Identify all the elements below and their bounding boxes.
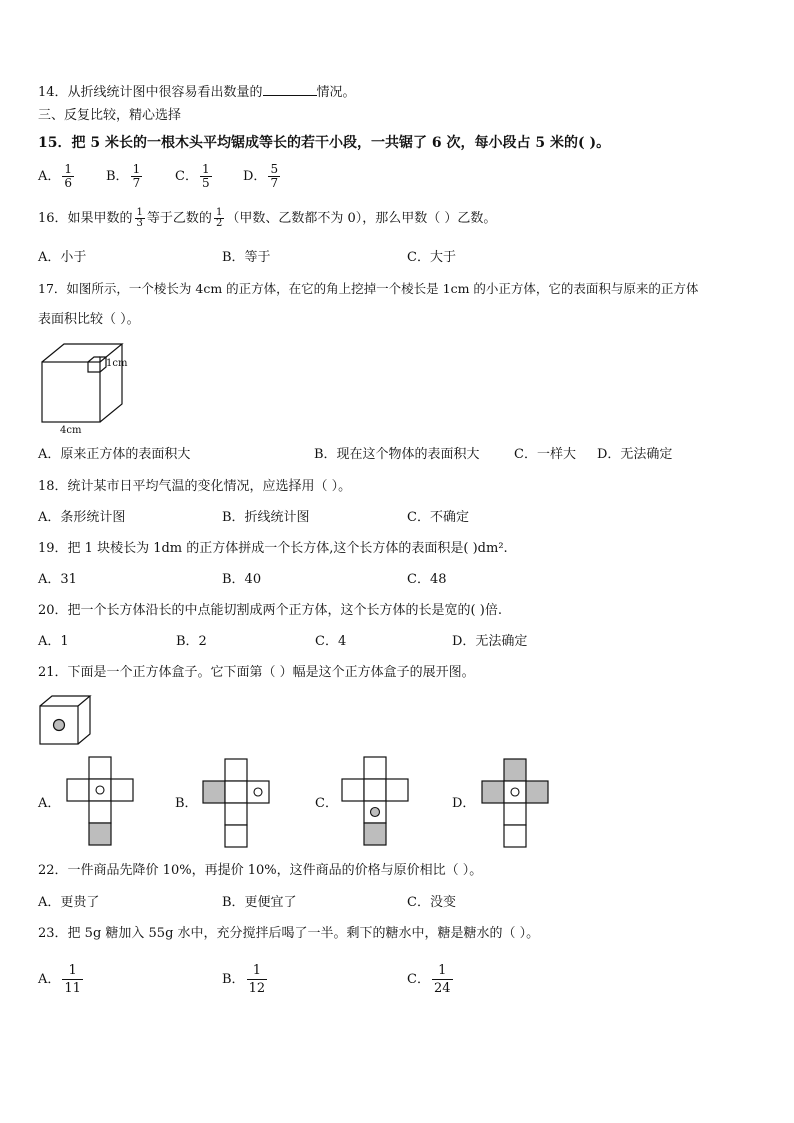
q15-option-a-den: 6 — [64, 176, 73, 190]
q17-option-d: D．无法确定 — [597, 447, 673, 462]
q23-option-a-label: A． — [38, 972, 61, 987]
q20-text: 20．把一个长方体沿长的中点能切割成两个正方体，这个长方体的长是宽的( )倍. — [38, 603, 502, 618]
q17-small-label: 1cm — [106, 358, 128, 369]
q21-option-c-label: C． — [315, 796, 338, 811]
q23-option-a-den: 11 — [64, 981, 81, 996]
q23-option-b — [222, 962, 269, 997]
q23-option-c-label: C． — [407, 972, 430, 987]
q21-net-a — [65, 755, 137, 851]
q16-frac2-den: 2 — [215, 218, 223, 229]
q16-option-b: B．等于 — [222, 250, 271, 265]
q17-option-b: B．现在这个物体的表面积大 — [314, 447, 480, 462]
q23-option-b-den: 12 — [248, 981, 266, 996]
q15-option-a-num: 1 — [64, 162, 73, 176]
q20-option-a: A．1 — [38, 634, 69, 649]
q20-option-d: D．无法确定 — [452, 634, 528, 649]
q15-option-b-den: 7 — [132, 176, 141, 190]
q15-option-d-den: 7 — [270, 176, 279, 190]
q15-option-b — [106, 163, 144, 190]
q15-option-b-num: 1 — [132, 162, 141, 176]
q17-line2: 表面积比较（ ）。 — [38, 312, 140, 327]
q15-text: 15．把 5 米长的一根木头平均锯成等长的若干小段，一共锯了 6 次，每小段占 5 米的( )。 — [38, 135, 611, 151]
q14-text-pre: 14．从折线统计图中很容易看出数量的 — [38, 85, 263, 100]
q21-option-a-label: A． — [38, 796, 61, 811]
q18-option-c: C．不确定 — [407, 510, 469, 525]
q23-option-c-den: 24 — [433, 981, 451, 996]
q15-option-a-label: A． — [38, 169, 61, 184]
q17-cube-figure — [36, 340, 146, 438]
q16-option-c: C．大于 — [407, 250, 456, 265]
q15-option-d — [243, 163, 282, 190]
q16-frac1-num: 1 — [136, 207, 143, 218]
q18-text: 18．统计某市日平均气温的变化情况，应选择用（ ）。 — [38, 479, 352, 494]
q23-option-b-label: B． — [222, 972, 245, 987]
q21-option-d-label: D． — [452, 796, 476, 811]
q18-option-b: B．折线统计图 — [222, 510, 310, 525]
q22-option-c: C．没变 — [407, 895, 456, 910]
q19-option-b: B．40 — [222, 572, 262, 587]
q19-option-a: A．31 — [38, 572, 77, 587]
q22-option-a: A．更贵了 — [38, 895, 100, 910]
q17-line1: 17．如图所示，一个棱长为 4cm 的正方体，在它的角上挖掉一个棱长是 1cm 的小正方体，它的表面积与原来的正方体 — [38, 281, 699, 296]
q16-frac1-den: 3 — [136, 218, 143, 229]
q21-box-figure — [38, 694, 94, 746]
q21-net-c — [340, 755, 412, 851]
q17-option-a: A．原来正方体的表面积大 — [38, 447, 191, 462]
q15-option-a — [38, 163, 76, 190]
small-cube-front — [88, 362, 100, 372]
q21-net-d — [480, 757, 552, 853]
cube-right-face — [100, 344, 122, 422]
q23-option-a — [38, 962, 85, 997]
q15-option-c-num: 1 — [201, 162, 210, 176]
box-dot — [54, 720, 65, 731]
q23-option-a-num: 1 — [68, 963, 77, 978]
q16-frac2-num: 1 — [215, 207, 223, 218]
q14-line — [38, 82, 356, 102]
q23-text: 23．把 5g 糖加入 55g 水中，充分搅拌后喝了一半。剩下的糖水中，糖是糖水的（ ）。 — [38, 926, 540, 941]
q16-option-a: A．小于 — [38, 250, 87, 265]
q15-option-c-den: 5 — [201, 176, 210, 190]
q21-text: 21．下面是一个正方体盒子。它下面第（ ）幅是这个正方体盒子的展开图。 — [38, 665, 475, 680]
section-3-heading: 三、反复比较，精心选择 — [38, 108, 182, 123]
cube-front-face — [42, 362, 100, 422]
q22-option-b: B．更便宜了 — [222, 895, 297, 910]
q14-text-post: 情况。 — [316, 85, 356, 100]
q23-option-c-num: 1 — [438, 963, 447, 978]
q15-option-d-num: 5 — [270, 162, 279, 176]
q16-text-mid: 等于乙数的 — [146, 211, 212, 226]
q15-option-c — [175, 163, 214, 190]
q14-blank — [263, 82, 317, 96]
q23-option-b-num: 1 — [252, 963, 261, 978]
q18-option-a: A．条形统计图 — [38, 510, 126, 525]
q21-option-b-label: B． — [175, 796, 198, 811]
q20-option-c: C．4 — [315, 634, 347, 649]
q23-option-c — [407, 962, 455, 997]
q16-line — [38, 208, 496, 229]
q19-option-c: C．48 — [407, 572, 447, 587]
q15-option-b-label: B． — [106, 169, 129, 184]
q21-net-b — [201, 757, 273, 853]
q16-text-pre: 16．如果甲数的 — [38, 211, 133, 226]
q20-option-b: B．2 — [176, 634, 207, 649]
q16-text-post: （甲数、乙数都不为 0），那么甲数（ ）乙数。 — [226, 211, 497, 226]
q17-big-label: 4cm — [60, 425, 82, 436]
q15-option-c-label: C． — [175, 169, 198, 184]
q19-text: 19．把 1 块棱长为 1dm 的正方体拼成一个长方体,这个长方体的表面积是( )dm². — [38, 541, 508, 556]
q17-option-c: C．一样大 — [514, 447, 576, 462]
q22-text: 22．一件商品先降价 10%，再提价 10%，这件商品的价格与原价相比（ ）。 — [38, 863, 483, 878]
q15-option-d-label: D． — [243, 169, 267, 184]
